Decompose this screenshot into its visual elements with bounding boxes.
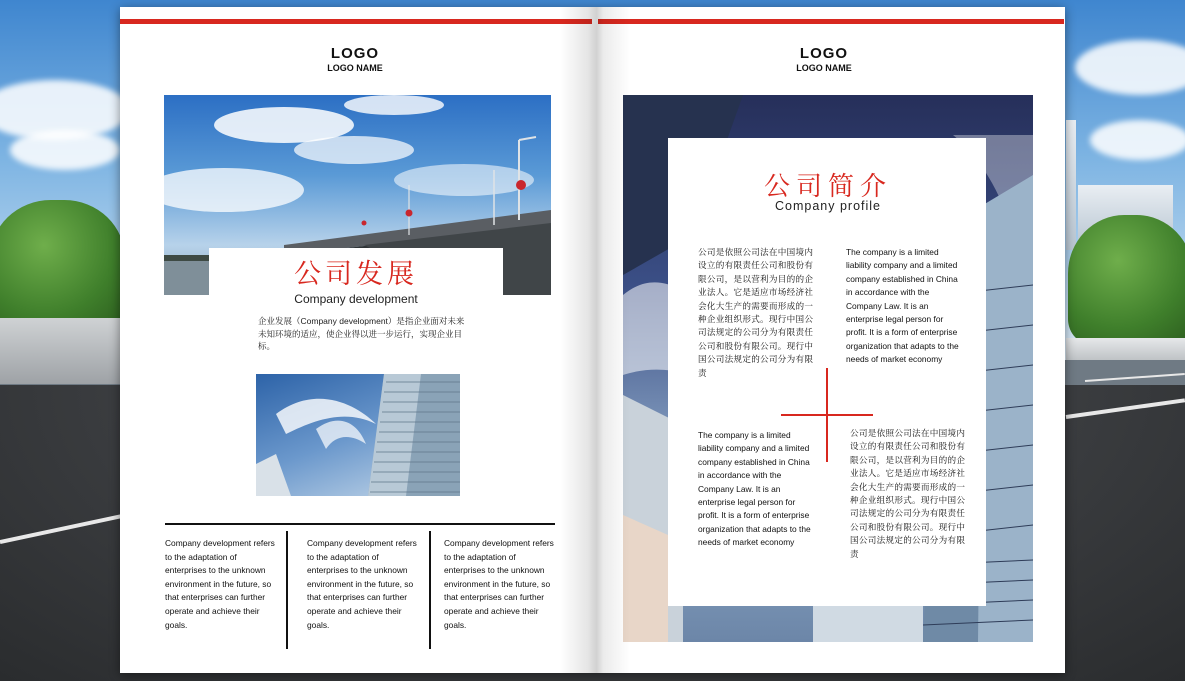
left-heading-cn: 公司发展 [294,259,418,290]
profile-text-cn-top: 公司是依照公司法在中国境内设立的有限责任公司和股份有限公司，是以营利为目的的企业法人。它是适应市场经济社会化大生产的需要而形成的一种企业组织形式。现行中国公司法规定的公司分为有限责任公司和股份有限公司。现行中国公司法规定的公司分为有限责 [698,247,813,378]
trees-right [1068,215,1185,345]
columns-rule [165,523,555,525]
city-building [1066,120,1076,250]
road-barrier [0,318,125,384]
left-heading-en: Company development [294,292,418,306]
column-text-2: Company development refers to the adaptation of enterprises to the unknown environment in the future, so that enterprises can further operate and achieve their goals. [307,538,417,630]
road-marking [0,513,128,544]
road-marking [1066,398,1185,419]
accent-bar-left [120,19,592,24]
column-divider [286,531,288,649]
left-title-card [209,248,503,308]
column-text-1: Company development refers to the adaptation of enterprises to the unknown environment in the future, so that enterprises can further operate and achieve their goals. [165,538,275,630]
profile-text-cn-bottom: 公司是依照公司法在中国境内设立的有限责任公司和股份有限公司，是以营利为目的的企业法人。它是适应市场经济社会化大生产的需要而形成的一种企业组织形式。现行中国公司法规定的公司分为有限责任公司和股份有限公司。现行中国公司法规定的公司分为有限责 [850,428,965,559]
accent-bar-right [598,19,1064,24]
road-marking [1085,373,1185,382]
cloud [1090,120,1185,160]
guard-rail [1066,338,1185,360]
logo-name: LOGO NAME [796,63,852,73]
right-heading-cn: 公司简介 [763,172,892,202]
logo-name: LOGO NAME [327,63,383,73]
logo-title: LOGO [799,45,849,62]
logo-left [285,45,425,73]
cloud [10,130,120,170]
brochure-spread [120,7,1065,673]
logo-title: LOGO [330,45,380,62]
column-text-3: Company development refers to the adaptation of enterprises to the unknown environment in the future, so that enterprises can further operate and achieve their goals. [444,538,554,630]
profile-text-en-bottom: The company is a limited liability company and a limited company established in China in accordance with the Company Law. It is an enterprise legal person for profit. It is a form of enterprise organization that adapts to the needs of market economy [698,430,811,548]
tower-photo [256,374,460,496]
profile-text-en-top: The company is a limited liability company and a limited company established in China in accordance with the Company Law. It is an enterprise legal person for profit. It is a form of enterprise organization that adapts to the needs of market economy [846,247,959,365]
cross-mark-horizontal [781,414,873,416]
column-divider [429,531,431,649]
left-intro-text: 企业发展（Company development）是指企业面对未来未知环境的适应，使企业得以进一步运行，实现企业目标。 [258,316,465,351]
logo-right [754,45,894,73]
right-heading-en: Company profile [774,199,881,213]
trees-left [0,200,125,330]
book-spine-shadow [560,7,630,673]
profile-card [668,138,986,606]
